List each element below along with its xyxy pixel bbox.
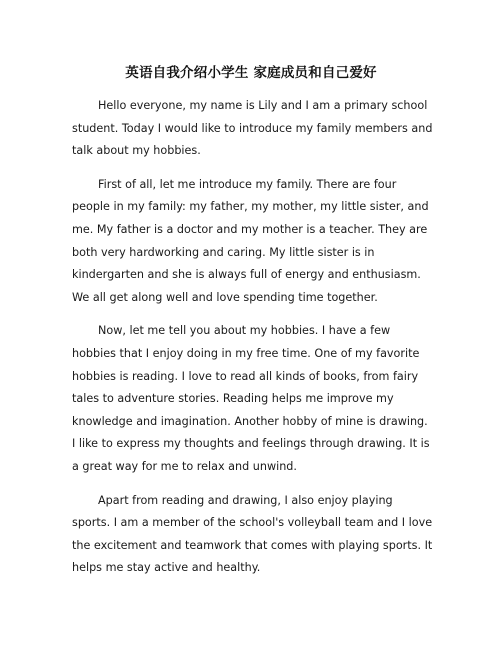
paragraph-intro: Hello everyone, my name is Lily and I am a primary school student. Today I would like to introduce my family members and talk about my hobbies.	[72, 99, 433, 158]
document-body	[72, 95, 434, 591]
paragraph-family: First of all, let me introduce my family. There are four people in my family: my father, my mother, my little sister, and me. My father is a doctor and my mother is a teacher. They are both very hardworking and caring. My little sister is in kindergarten and she is always full of energy and enthusiasm. We all get along well and love spending time together.	[72, 177, 429, 304]
paragraph-hobbies: Now, let me tell you about my hobbies. I have a few hobbies that I enjoy doing in my free time. One of my favorite hobbies is reading. I love to read all kinds of books, from fairy tales to adventure stories. Reading helps me improve my knowledge and imagination. Another hobby of mine is drawing. I like to express my thoughts and feelings through drawing. It is a great way for me to relax and unwind.	[72, 324, 430, 473]
paragraph-sports: Apart from reading and drawing, I also enjoy playing sports. I am a member of the school's volleyball team and I love the excitement and teamwork that comes with playing sports. It helps me stay active and healthy.	[72, 493, 433, 575]
document-title: 英语自我介绍小学生 家庭成员和自己爱好	[125, 65, 377, 81]
